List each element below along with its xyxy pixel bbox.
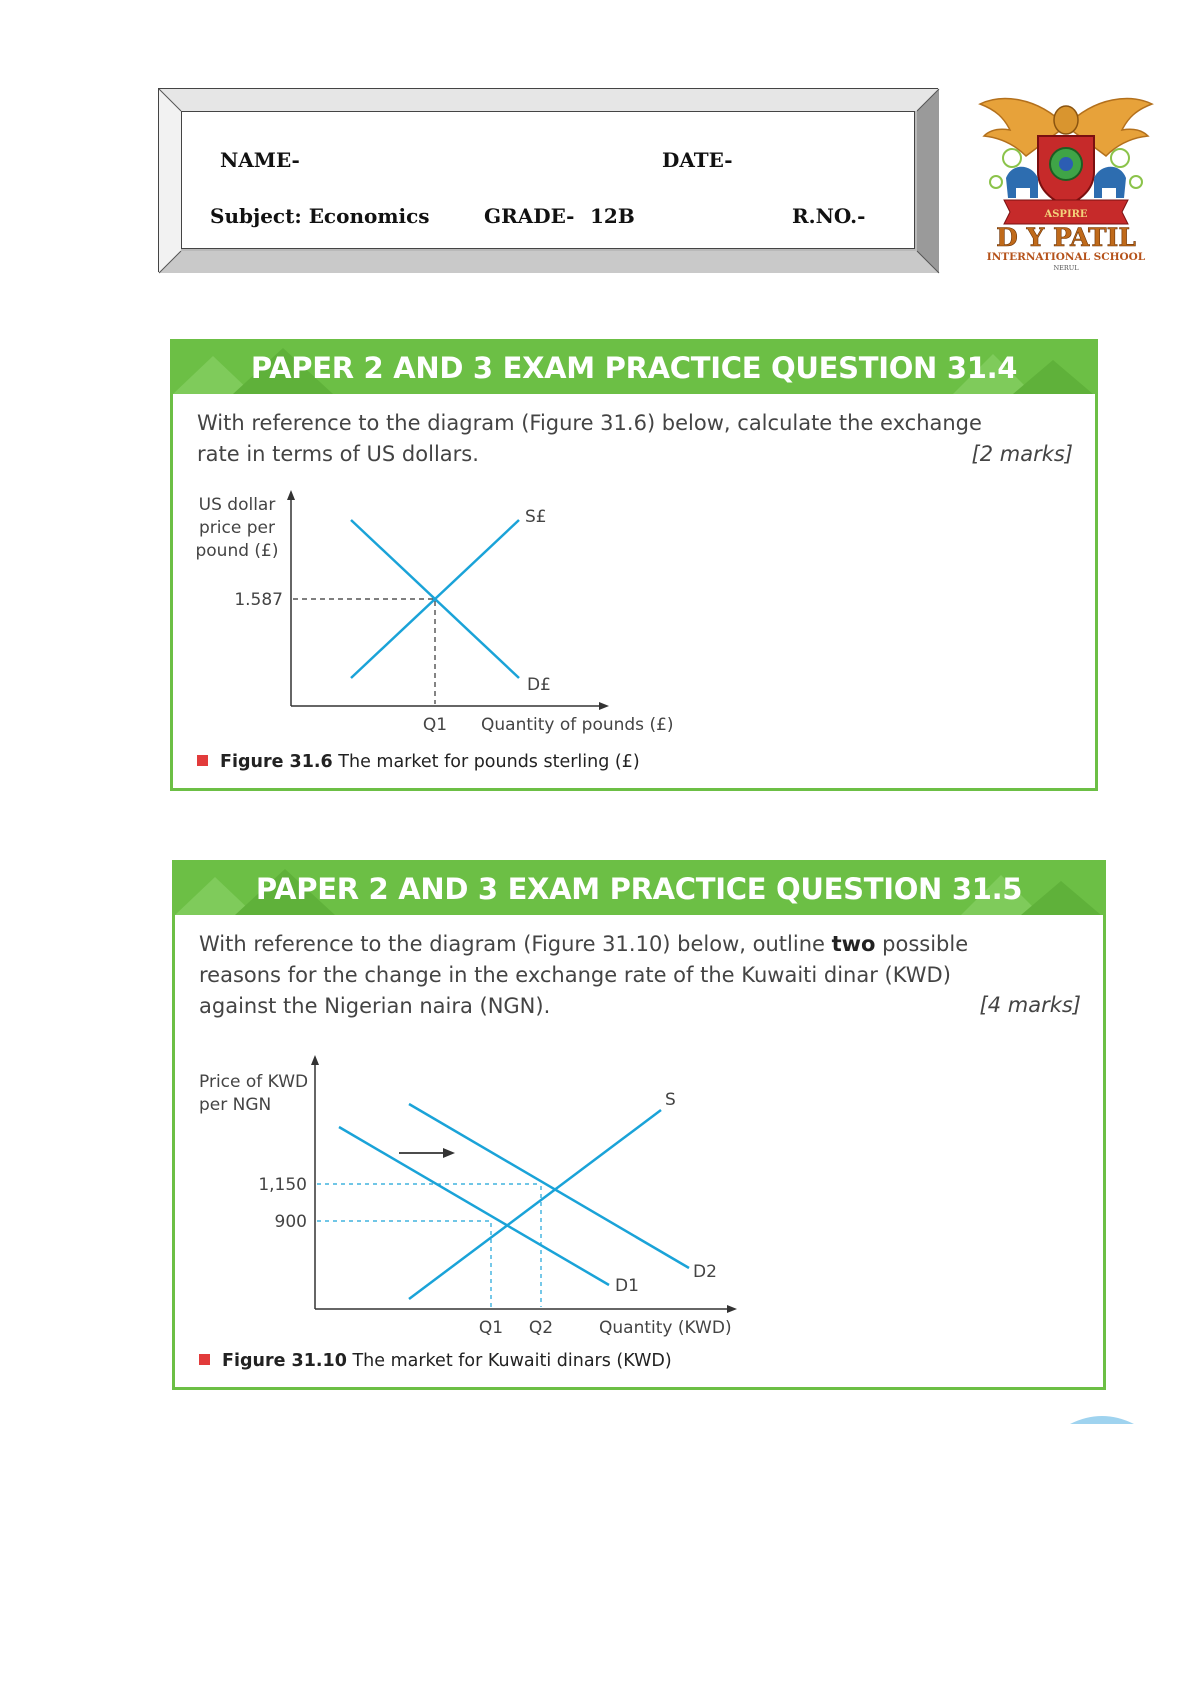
x-tick-label: Q1: [478, 1318, 504, 1338]
grade-value: 12B: [590, 204, 635, 228]
y-axis-label: price per: [199, 518, 275, 538]
x-tick-label: Q1: [422, 715, 448, 735]
y-axis-arrow-icon: [287, 490, 295, 500]
question-banner: [173, 342, 1095, 394]
question-text: [199, 929, 999, 1022]
caption-square-icon: [199, 1354, 210, 1365]
figure-caption-text: The market for pounds sterling (£): [338, 752, 640, 772]
date-field-label: DATE-: [662, 148, 733, 172]
school-logo: [976, 86, 1156, 272]
y-tick-label: 1,150: [258, 1175, 307, 1195]
figure-number: Figure 31.10: [222, 1351, 347, 1371]
marks-label: [2 marks]: [971, 442, 1073, 466]
question-text-line: against the Nigerian naira (NGN).: [199, 994, 551, 1018]
demand-curve-label: D£: [527, 675, 551, 695]
demand-curve-d1: [339, 1127, 609, 1285]
subject-label: Subject: Economics: [210, 204, 430, 228]
student-info-frame: [158, 88, 938, 272]
demand-curve-label: D2: [693, 1262, 717, 1282]
demand-curve-label: D1: [615, 1276, 639, 1296]
name-field-label: NAME-: [220, 148, 300, 172]
supply-curve-label: S: [665, 1090, 676, 1110]
question-31-5-box: [172, 860, 1106, 1390]
x-tick-label: Q2: [528, 1318, 554, 1338]
question-text-emphasis: two: [831, 932, 876, 956]
question-31-4-box: [170, 339, 1098, 791]
figure-31-6-chart: [173, 482, 773, 735]
figure-number: Figure 31.6: [220, 752, 333, 772]
y-tick-label: 1.587: [234, 590, 283, 610]
svg-text:ASPIRE: ASPIRE: [1044, 209, 1088, 220]
roll-number-label: R.NO.-: [792, 204, 866, 228]
question-text: [197, 408, 997, 470]
marks-label: [4 marks]: [979, 993, 1081, 1017]
supply-curve-label: S£: [525, 507, 547, 527]
y-axis-label: pound (£): [195, 541, 279, 561]
y-axis-label: Price of KWD: [199, 1072, 309, 1092]
question-title: PAPER 2 AND 3 EXAM PRACTICE QUESTION 31.5: [255, 872, 1023, 906]
grade-field-label: GRADE-: [484, 204, 575, 228]
decorative-arc: [1070, 1414, 1134, 1424]
x-axis-label: Quantity (KWD): [599, 1318, 732, 1338]
x-axis-label: Quantity of pounds (£): [481, 715, 674, 735]
student-info-panel: [181, 111, 915, 249]
question-text-line: reasons for the change in the exchange rate of the Kuwaiti dinar (KWD): [199, 963, 951, 987]
y-axis-label: per NGN: [199, 1095, 272, 1115]
question-title: PAPER 2 AND 3 EXAM PRACTICE QUESTION 31.4: [250, 351, 1018, 385]
figure-caption: [199, 1351, 672, 1371]
svg-text:NERUL: NERUL: [1053, 264, 1079, 272]
figure-31-10-chart: [175, 1047, 795, 1337]
question-text-segment: possible: [875, 932, 969, 956]
x-axis-arrow-icon: [727, 1305, 737, 1313]
figure-caption-text: The market for Kuwaiti dinars (KWD): [352, 1351, 672, 1371]
question-text-line: rate in terms of US dollars.: [197, 442, 479, 466]
svg-text:INTERNATIONAL SCHOOL: INTERNATIONAL SCHOOL: [986, 251, 1146, 263]
school-crest-icon: [976, 86, 1156, 272]
question-text-segment: With reference to the diagram (Figure 31.10) below, outline: [199, 932, 832, 956]
arrow-right-icon: [443, 1148, 455, 1158]
caption-square-icon: [197, 755, 208, 766]
y-axis-arrow-icon: [311, 1055, 319, 1065]
svg-text:D Y PATIL: D Y PATIL: [996, 223, 1136, 252]
question-text-line: With reference to the diagram (Figure 31.6) below, calculate the exchange: [197, 411, 982, 435]
y-axis-label: US dollar: [198, 495, 276, 515]
y-tick-label: 900: [274, 1212, 307, 1232]
supply-curve: [409, 1110, 661, 1299]
figure-caption: [197, 752, 640, 772]
demand-curve-d2: [409, 1104, 689, 1268]
x-axis-arrow-icon: [599, 702, 609, 710]
question-text-line: [199, 929, 999, 960]
question-banner: [175, 863, 1103, 915]
